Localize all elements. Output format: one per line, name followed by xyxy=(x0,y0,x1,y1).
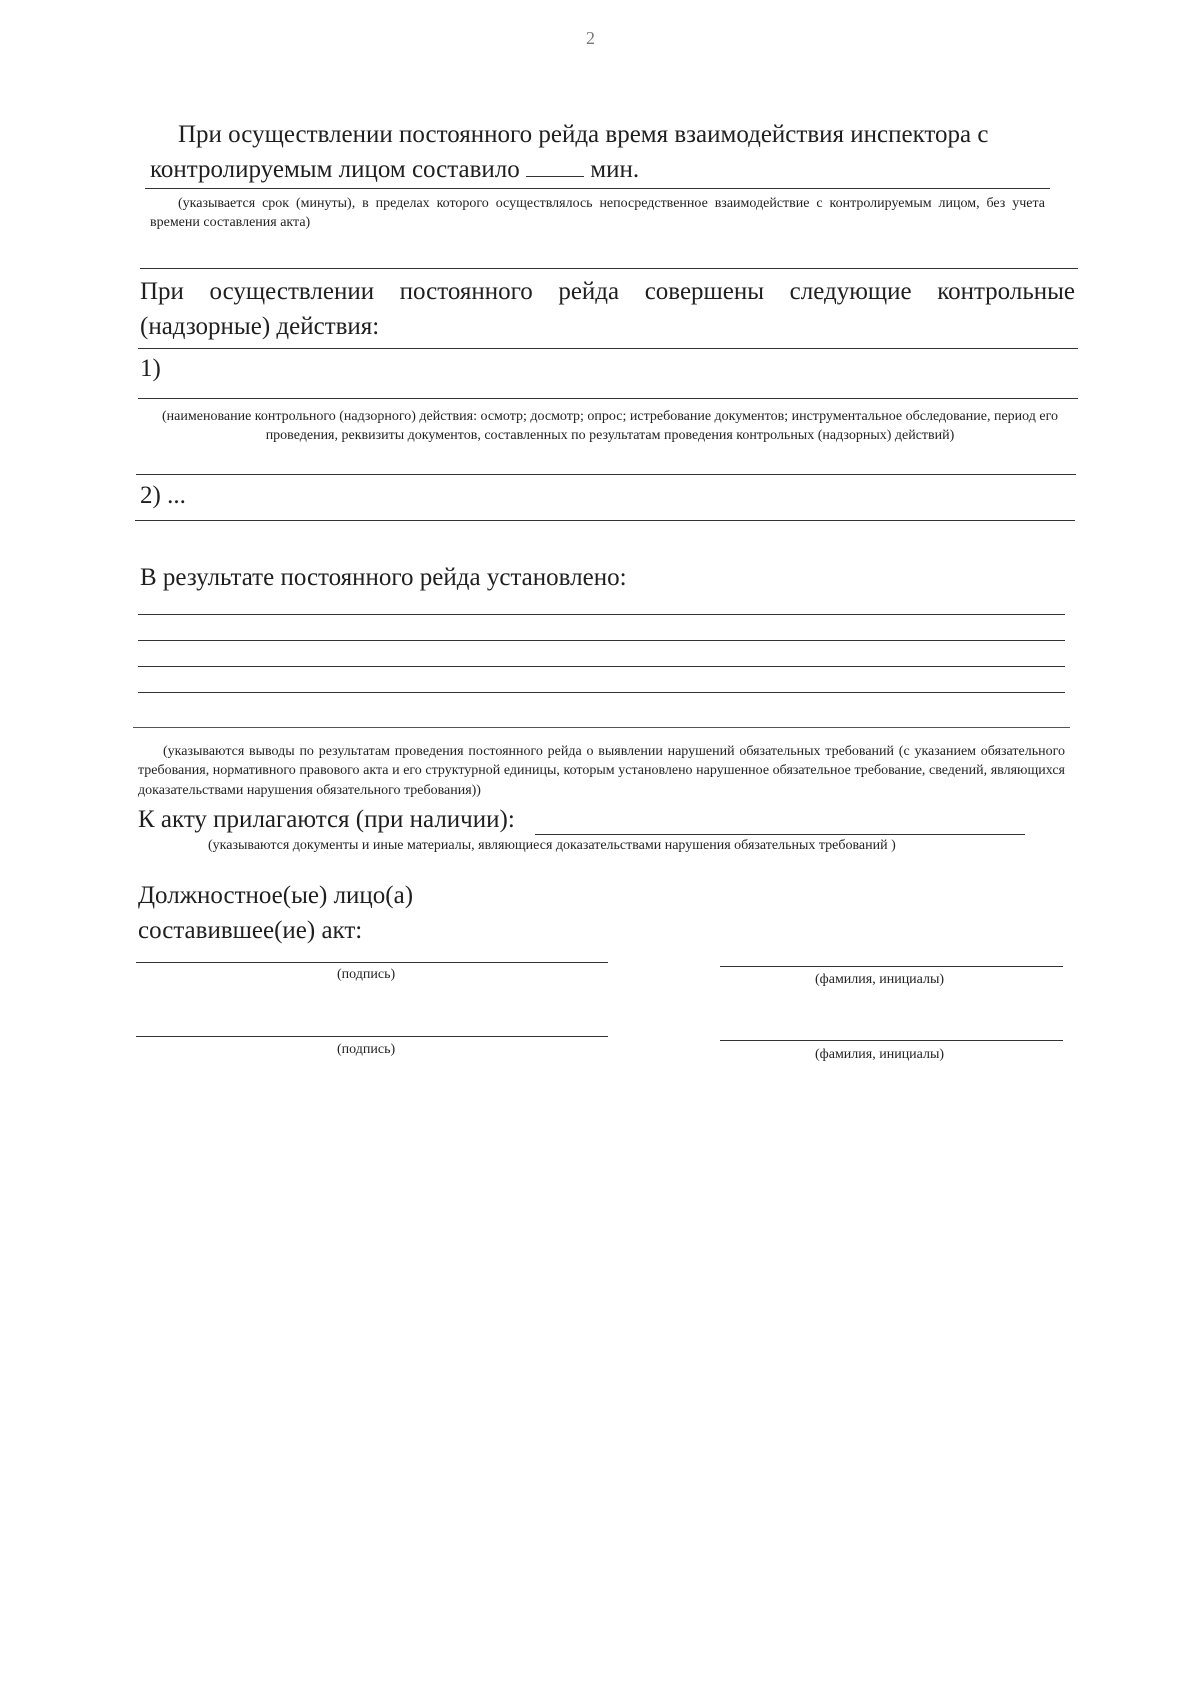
signature-field-2[interactable] xyxy=(136,1036,608,1037)
result-line-3[interactable] xyxy=(138,666,1065,667)
result-line-2[interactable] xyxy=(138,640,1065,641)
result-line-4[interactable] xyxy=(138,692,1065,693)
interaction-time-text: При осуществлении постоянного рейда время взаимодействия инспектора с контролируемым лицом составило xyxy=(150,121,989,183)
actions-intro-rule xyxy=(138,348,1078,349)
action-item-2-number: 2) ... xyxy=(140,482,186,509)
signature-caption-1: (подпись) xyxy=(337,967,396,982)
name-caption-2: (фамилия, инициалы) xyxy=(815,1047,945,1062)
result-note: (указываются выводы по результатам проведения постоянного рейда о выявлении нарушений обязательных требований (с указанием обязательного требования, нормативного правового акта и его структурной единицы, которым установлено нарушенное обязательное требование, сведений, являющихся доказательствами нарушения обязательного требования)) xyxy=(138,744,1065,798)
attachments-label: К акту прилагаются (при наличии): xyxy=(138,806,515,833)
name-field-2[interactable] xyxy=(720,1040,1063,1041)
result-heading: В результате постоянного рейда установлено: xyxy=(140,564,627,591)
interaction-note-rule xyxy=(140,268,1078,269)
result-line-5[interactable] xyxy=(133,727,1070,728)
interaction-time-rule xyxy=(145,188,1050,189)
action-item-1-note: (наименование контрольного (надзорного) действия: осмотр; досмотр; опрос; истребование документов; инструментальное обследование, период его проведения, реквизиты документов, составленных по результатам проведения контрольных (надзорных) действий) xyxy=(162,409,1058,444)
name-caption-1: (фамилия, инициалы) xyxy=(815,972,945,987)
attachments-field[interactable] xyxy=(535,834,1025,835)
interaction-time-paragraph xyxy=(150,118,1050,187)
signature-caption-2: (подпись) xyxy=(337,1042,396,1057)
signature-field-1[interactable] xyxy=(136,962,608,963)
action-item-2-field[interactable] xyxy=(135,520,1075,521)
name-field-1[interactable] xyxy=(720,966,1063,967)
action-note-rule xyxy=(136,474,1076,475)
result-line-1[interactable] xyxy=(138,614,1065,615)
action-item-1-number: 1) xyxy=(140,355,161,382)
interaction-time-note: (указывается срок (минуты), в пределах которого осуществлялось непосредственное взаимодействие с контролируемым лицом, без учета времени составления акта) xyxy=(150,196,1045,231)
action-item-1-field[interactable] xyxy=(138,398,1078,399)
attachments-note: (указываются документы и иные материалы, являющиеся доказательствами нарушения обязательных требований ) xyxy=(208,838,896,853)
signatories-heading: Должностное(ые) лицо(а) составившее(ие) акт: xyxy=(138,882,414,944)
minutes-unit: мин. xyxy=(590,155,640,183)
actions-intro: При осуществлении постоянного рейда совершены следующие контрольные (надзорные) действия: xyxy=(140,278,1075,340)
page-number: 2 xyxy=(586,28,595,48)
minutes-blank-field[interactable] xyxy=(526,154,584,177)
